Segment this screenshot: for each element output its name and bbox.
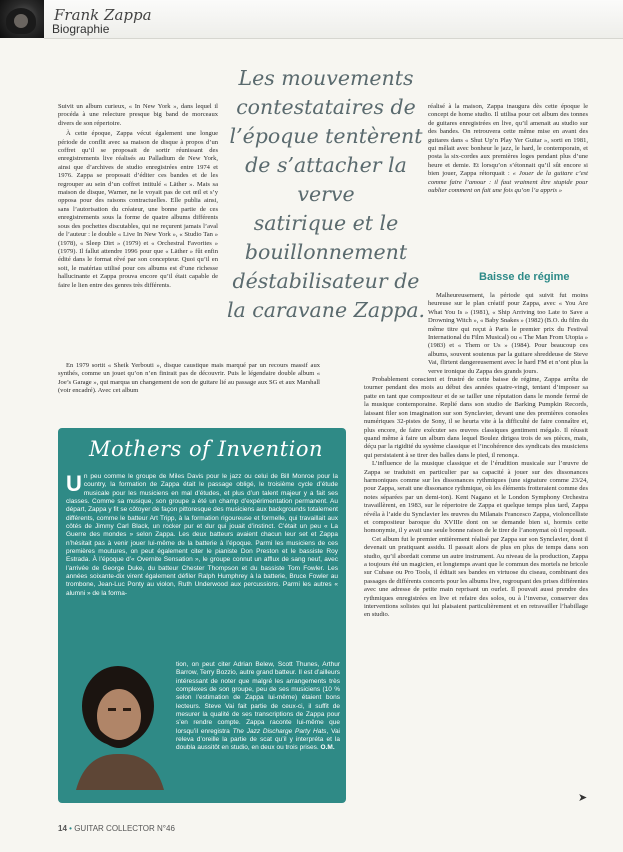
footer <box>58 824 175 833</box>
sidebar-text-wide <box>66 473 338 598</box>
pull-quote-line: la caravane Zappa. <box>226 298 426 322</box>
paragraph-text: réalisé à la maison, Zappa inaugura dès cette époque le concept de home studio. Il utilisa pour cet album des tonnes de guitares enregistrées en live, qu’il amenait au studio sur des bandes. On retrouvera cette même mise en avant des guitares dans « Shut Up’n Play Yer Guitar », sorti en 1981, qui mêlait avec bonheur le jazz, le hard, le contemporain, et posta la six-cordes aux premières loges pendant plus d’une heure et demie. Et lorsqu’on s’étonnait qu’il sût encore si bien jouer, Zappa rétorquait : <box>428 103 588 178</box>
footer-separator: • <box>69 824 72 833</box>
article-column-1-bottom <box>58 362 320 396</box>
paragraph: L’influence de la musique classique et de l’érudition musicale sur l’œuvre de Zappa se traduisit en particulier par sa capacité à jouer sur des dissonances harmoniques comme sur les dissonances rythmiques (une signature comme 23/24, pour Zappa, serait une dissonance rythmique, où les éléments frotteraient comme des notes séparées par un demi-ton). Kent Nagano et le London Symphony Orchestra travaillèrent, en 1983, sur le répertoire de Zappa et quelque temps plus tard, Zappa révéla à l’aide du Synclavier les œuvres du Milanais Francesco Zappa, violoncelliste et compositeur baroque du XVIIIe dont on se demande bien si, hormis cette homonymie, il y avait une seule bonne raison de le tirer de l’anonymat où il reposait. <box>364 460 588 535</box>
sidebar-paragraph-end: , Vai releva d’oreille la partie de scat qu’il y interpréta et la doubla aussitôt en studio, en deux ou trois prises. <box>176 727 341 752</box>
pull-quote-line: Les mouvements <box>238 66 414 90</box>
paragraph: À cette époque, Zappa vécut également une longue période de conflit avec sa maison de disque à propos d’un coffret qu’il se proposait de sortir réunissant des enregistrements live réalisés au Palladium de New York, ainsi que d’archives de studio enregistrées entre 1974 et 1976. Zappa se proposait d’éditer ces bandes et de les regrouper au sein d’un coffret intitulé « Läther ». Mais sa maison de disque, Warner, ne le voyait pas de cet œil et s’y opposa pour des raisons contractuelles. Elle publia ainsi, sans l’autorisation du créateur, une bonne partie de ces enregistrements sous la forme de quatre albums différents sous des pochettes discutables, qui ne reçurent jamais l’aval de l’auteur : le double « Live In New York », « Studio Tan » (1978), « Sleep Dirt » (1979) et « Orchestral Favorites » (1979). Il fallut attendre 1996 pour que « Läther » fût enfin édité dans le format rêvé par son concepteur. Quoi qu’il en soit, le matériau utilisé pour ces albums est d’une richesse hallucinante et Zappa prouva encore qu’il était capable de faire le lien entre des genres très différents. <box>58 130 218 289</box>
paragraph: Cet album fut le premier entièrement réalisé par Zappa sur son Synclavier, dont il devenait un pratiquant assidu. Il passait alors de plus en plus de temps dans son studio, qu’il abordait comme un autre instrument. Au niveau de la production, Zappa a toujours été un magicien, et longtemps avant que le commun des mortels ne bricole sur Cubase ou Pro Tools, il éditait ses bandes en virtuose du ciseau, combinant des passages de différents concerts pour les albums live, regroupant des prises différentes avec une adresse de petite main reprisant un ourlet. Il pouvait aussi prendre des rythmiques enregistrées en live et refaire des solos, ou à l’inverse, conserver des interventions solistes qui lui plaisaient particulièrement et en retravailler l’habillage en studio. <box>364 535 588 619</box>
pull-quote-line: contestataires de <box>236 95 416 119</box>
article-column-1-top <box>58 103 218 290</box>
pull-quote-line: bouillonnement <box>244 240 408 264</box>
continue-arrow-icon: ➤ <box>578 791 588 804</box>
pull-quote-line: l’époque tentèrent <box>229 124 423 148</box>
pull-quote <box>228 64 424 325</box>
sidebar-album-title: The Jazz Discharge Party Hats <box>232 727 327 735</box>
zappa-portrait <box>66 658 172 790</box>
paragraph: Malheureusement, la période qui suivit fut moins heureuse sur le plan créatif pour Zappa, avec « You Are What You Is » (1981), « Ship Arriving too Late to Save a Drowning Witch », « Baby Snakes » (1982) (B.O. du film du même titre qui reçut à Paris le premier prix du Festival International du Film Musical) ou « The Man From Utopia » (1983) et « Them or Us » (1984). Pour beaucoup ces albums, souvent soutenus par la guitare shreddeuse de Steve Vai, flirtent dangereusement avec le hard FM et n’ont plus la verve ironique du Zappa des grands jours. <box>428 292 588 375</box>
sidebar-text-narrow <box>176 661 340 753</box>
sidebar-signature: O.M. <box>320 744 335 752</box>
sidebar-title: Mothers of Invention <box>88 437 324 461</box>
pull-quote-line: déstabilisateur de <box>232 269 420 293</box>
paragraph: Probablement conscient et frustré de cette baisse de régime, Zappa arrêta de tourner pendant des mois au début des années quatre-vingt, tentant d’imposer sa patte en tant que compositeur et de se tailler une réputation dans le monde fermé de la musique contemporaine. Replié dans son studio de Barking Pumpkin Records, laissant filer son imagination sur son Synclavier, devant une des premières consoles numériques 32-pistes de Sony, il se heurta vite à la difficulté de faire connaître et, plus encore, de faire exécuter ses œuvres classiques gentiment mégalo. Il réussit quand même à faire un album dans lequel Boulez dirigea trois de ses pièces, mais, déçu par la rigidité du système classique et l’incohérence des syndicats des musiciens qui persistaient à se tirer des balles dans le pied, il renonça. <box>364 376 588 459</box>
sidebar-dropcap: U <box>66 471 82 496</box>
paragraph: En 1979 sortit « Sheik Yerbouti », disque caustique mais marqué par un recours massif aux synthés, comme un jouet qu’on n’en finirait pas de découvrir. Puis le légendaire double album « Joe’s Garage », qui marqua un changement de son de guitare lié au passage aux SG et aux Marshall (voir encadré). Avec cet album <box>58 362 320 395</box>
magazine-name: GUITAR COLLECTOR N°46 <box>74 824 175 833</box>
header-photo <box>0 0 44 38</box>
header-section: Biographie <box>52 22 110 36</box>
sidebar-paragraph-2: tion, on peut citer Adrian Belew, Scott Thunes, Arthur Barrow, Terry Bozzio, autre grand batteur. Il est d’ailleurs intéressant de noter que malgré les arrangements très complexes de son groupe, peu de ses musiciens (10 % selon l’estimation de Zappa lui-même) étaient bons lecteurs. Steve Vai fait partie de ceux-ci, il suffit de mesurer la qualité de ses transcriptions de Zappa pour s’en rendre compte. Zappa raconte lui-même que lorsqu’il enregistra <box>176 661 340 735</box>
sidebar-paragraph-1: n peu comme le groupe de Miles Davis pour le jazz ou celui de Bill Monroe pour la country, la formation de Zappa était le passage obligé, le troisième cycle d’étude musicale pour les musiciens en mal d’études, et plus d’un talent majeur y a fait ses classes. Comme sa musique, son groupe a été un champ d’expérimentation permanent. Au départ, Zappa y fit se côtoyer de façon pittoresque des musiciens aux backgrounds totalement différents, comme le batteur Art Tripp, à la formation rigoureuse et formelle, qui travaillait aux côtés de Jimmy Carl Black, un rocker pur et dur qui jouait d’instinct. C’était un peu « La Guerre des mondes » selon Zappa. Les deux batteurs avaient chacun leur set et Zappa n’hésitait pas à venir jouer lui-même de la batterie à l’époque. Parmi les musiciens de ces premières moutures, on peut également citer le pianiste Don Preston et le bassiste Roy Estrada. À l’époque d’« Overnite Sensation », le groupe connut un afflux de sang neuf, avec l’arrivée de George Duke, du batteur Chester Thompson et du bassiste Tom Fowler. Les années soixante-dix virent également défiler Ralph Humphrey à la batterie, Bruce Fowler au trombone, Jean-Luc Ponty au violon, Ruth Underwood aux percussions. Parmi les autres « alumni » de la forma- <box>66 473 338 597</box>
guitar-quote: « Jouer de la guitare c’est comme faire l’amour : il faut vraiment être stupide pour oublier comment on fait une fois qu’on l’a appris » <box>428 170 588 195</box>
paragraph <box>428 103 588 195</box>
header-name: Frank Zappa <box>54 6 152 24</box>
page-number: 14 <box>58 824 67 833</box>
pull-quote-line: de s’attacher la verve <box>245 153 407 206</box>
pull-quote-line: satirique et le <box>253 211 399 235</box>
article-column-3-bottom <box>364 292 588 620</box>
section-subhead: Baisse de régime <box>479 271 570 283</box>
article-column-3-top <box>428 103 588 195</box>
paragraph: Suivit un album curieux, « In New York », dans lequel il procéda à une relecture presque big band de morceaux divers de son répertoire. <box>58 103 218 127</box>
